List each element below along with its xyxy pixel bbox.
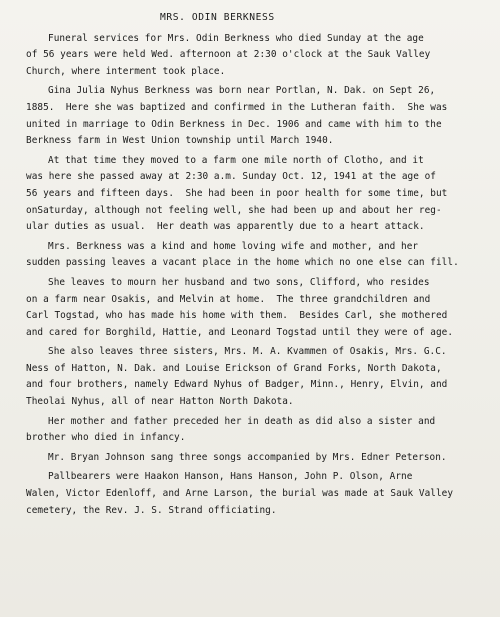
paragraph <box>26 153 488 236</box>
text-line: Gina Julia Nyhus Berkness was born near Portlan, N. Dak. on Sept 26, <box>48 85 436 97</box>
text-line: Carl Togstad, who has made his home with them. Besides Carl, she mothered <box>26 310 448 322</box>
text-line: Mrs. Berkness was a kind and home loving wife and mother, and her <box>48 240 419 252</box>
text-line: and four brothers, namely Edward Nyhus of Badger, Minn., Henry, Elvin, and <box>26 379 448 391</box>
paragraph <box>26 450 488 467</box>
text-line: 56 years and fifteen days. She had been in poor health for some time, but <box>26 187 448 199</box>
paragraph <box>26 344 488 410</box>
paragraph <box>26 469 488 519</box>
paragraph <box>26 414 488 447</box>
text-line: She also leaves three sisters, Mrs. M. A. Kvammen of Osakis, Mrs. G.C. <box>48 346 447 358</box>
text-line: onSaturday, although not feeling well, she had been up and about her reg- <box>26 204 442 216</box>
text-line: Her mother and father preceded her in death as did also a sister and <box>48 415 436 427</box>
text-line: Berkness farm in West Union township until March 1940. <box>26 135 334 147</box>
text-line: At that time they moved to a farm one mile north of Clotho, and it <box>48 154 424 166</box>
text-line: was here she passed away at 2:30 a.m. Sunday Oct. 12, 1941 at the age of <box>26 171 436 183</box>
text-line: Walen, Victor Edenloff, and Arne Larson, the burial was made at Sauk Valley <box>26 488 454 500</box>
text-line: Church, where interment took place. <box>26 65 226 77</box>
text-line: cemetery, the Rev. J. S. Strand officiating. <box>26 504 277 516</box>
text-line: brother who died in infancy. <box>26 432 186 444</box>
text-line: of 56 years were held Wed. afternoon at 2:30 o'clock at the Sauk Valley <box>26 49 431 61</box>
obituary-title: MRS. ODIN BERKNESS <box>160 12 275 23</box>
text-line: and cared for Borghild, Hattie, and Leonard Togstad until they were of age. <box>26 326 454 338</box>
text-line: Funeral services for Mrs. Odin Berkness who died Sunday at the age <box>48 32 424 44</box>
paragraph <box>26 275 488 341</box>
paragraph <box>26 83 488 149</box>
text-line: 1885. Here she was baptized and confirmed in the Lutheran faith. She was <box>26 101 448 113</box>
obituary-body <box>26 31 488 520</box>
text-line: sudden passing leaves a vacant place in the home which no one else can fill. <box>26 257 459 269</box>
text-line: on a farm near Osakis, and Melvin at home. The three grandchildren and <box>26 293 431 305</box>
paragraph <box>26 239 488 272</box>
text-line: ular duties as usual. Her death was apparently due to a heart attack. <box>26 221 425 233</box>
text-line: Ness of Hatton, N. Dak. and Louise Erickson of Grand Forks, North Dakota, <box>26 362 442 374</box>
text-line: Theolai Nyhus, all of near Hatton North Dakota. <box>26 396 294 408</box>
text-line: united in marriage to Odin Berkness in Dec. 1906 and came with him to the <box>26 118 442 130</box>
text-line: She leaves to mourn her husband and two sons, Clifford, who resides <box>48 276 430 288</box>
text-line: Pallbearers were Haakon Hanson, Hans Hanson, John P. Olson, Arne <box>48 471 413 483</box>
paragraph <box>26 31 488 81</box>
text-line: Mr. Bryan Johnson sang three songs accompanied by Mrs. Edner Peterson. <box>48 451 447 463</box>
